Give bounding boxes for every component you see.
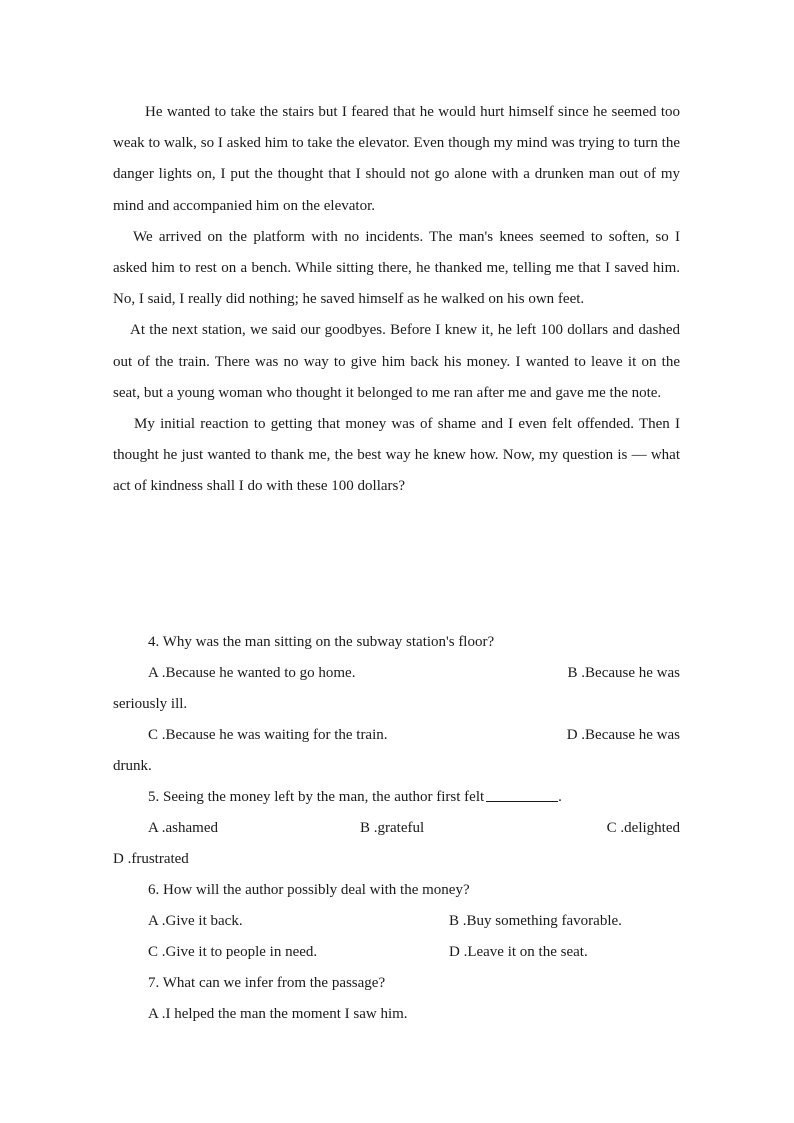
question-5-options-row <box>113 813 680 844</box>
question-4-option-a: A .Because he wanted to go home. <box>148 665 356 681</box>
question-4-option-d-continued: drunk. <box>113 758 152 774</box>
question-6-option-c: C .Give it to people in need. <box>148 944 318 960</box>
question-4-options-row-2 <box>113 720 680 751</box>
question-7-option-a: A .I helped the man the moment I saw him. <box>148 1006 408 1022</box>
passage-paragraph-3: At the next station, we said our goodbyes. Before I knew it, he left 100 dollars and dashed out of the train. There was no way to give him back his money. I wanted to leave it on the seat, but a young woman who thought it belonged to me ran after me and gave me the note. <box>113 322 680 401</box>
question-6-stem: 6. How will the author possibly deal with the money? <box>148 882 470 898</box>
passage-paragraph-2: We arrived on the platform with no incidents. The man's knees seemed to soften, so I asked him to rest on a bench. While sitting there, he thanked me, telling me that I saved him. No, I said, I really did nothing; he saved himself as he walked on his own feet. <box>113 228 680 308</box>
passage-paragraph-1: He wanted to take the stairs but I feared that he would hurt himself since he seemed too weak to walk, so I asked him to take the elevator. Even though my mind was trying to turn the danger lights on, I put the thought that I should not go alone with a drunken man out of my mind and accompanied him on the elevator. <box>113 104 680 214</box>
question-6-options-row-2 <box>113 937 680 968</box>
question-4-options-row-1 <box>113 658 680 689</box>
question-4-option-b-continued: seriously ill. <box>113 696 188 712</box>
question-4-stem: 4. Why was the man sitting on the subway station's floor? <box>148 634 495 650</box>
question-6-option-d: D .Leave it on the seat. <box>449 944 588 960</box>
question-4-option-c: C .Because he was waiting for the train. <box>148 727 388 743</box>
question-5-stem <box>113 782 680 813</box>
question-4-option-b: B .Because he was <box>567 665 680 681</box>
question-5-option-b: B .grateful <box>360 820 425 836</box>
reading-passage <box>113 97 680 503</box>
question-5-stem-text: 5. Seeing the money left by the man, the author first felt <box>148 789 485 805</box>
question-5-option-c: C .delighted <box>606 820 680 836</box>
question-5-option-d: D .frustrated <box>113 851 189 867</box>
question-6-options-row-1 <box>113 906 680 937</box>
question-6-option-b: B .Buy something favorable. <box>449 913 622 929</box>
passage-paragraph-4: My initial reaction to getting that money was of shame and I even felt offended. Then I thought he just wanted to thank me, the best way he knew how. Now, my question is — what act of kindness shall I do with these 100 dollars? <box>113 416 680 495</box>
question-5-option-a: A .ashamed <box>148 820 218 836</box>
question-4-option-d: D .Because he was <box>566 727 680 743</box>
question-5-stem-end: . <box>558 789 562 805</box>
question-7-stem: 7. What can we infer from the passage? <box>148 975 386 991</box>
question-6-option-a: A .Give it back. <box>148 913 243 929</box>
answer-blank <box>486 786 558 802</box>
question-list <box>113 627 680 1030</box>
